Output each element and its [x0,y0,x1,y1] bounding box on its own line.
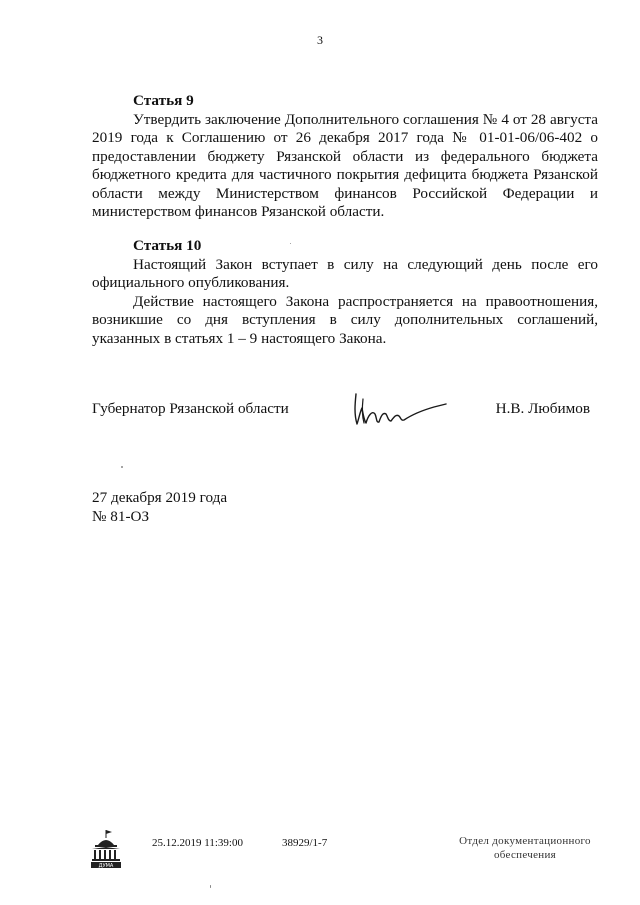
footer-timestamp: 25.12.2019 11:39:00 [152,837,243,849]
article-9-title: Статья 9 [133,92,194,109]
department-stamp-line-2: обеспечения [493,849,557,861]
signature-block [92,393,598,433]
article-10-title: Статья 10 [133,237,202,254]
department-stamp [450,834,600,862]
article-9-paragraph: Утвердить заключение Дополнительного соглашения № 4 от 28 августа 2019 года к Соглашению от 26 декабря 2017 года № 01-01-06/06-402 о предоставлении бюджету Рязанской области из федерального бюджета бюджетного кредита для частичного покрытия дефицита бюджета Рязанской области между Министерством финансов Российской Федерации и министерством финансов Рязанской области. [92,110,598,220]
department-stamp-line-1: Отдел документационного [459,835,591,847]
svg-text:ДУМА: ДУМА [98,863,114,869]
scan-speck [290,243,291,244]
scan-speck [210,885,211,888]
page-number: 3 [317,33,323,47]
governor-position: Губернатор Рязанской области [92,400,289,417]
article-10-paragraph-1: Настоящий Закон вступает в силу на следующий день после его официального опубликования. [92,255,598,291]
article-9 [92,92,598,222]
law-date-block [92,488,227,526]
article-10-paragraph-2: Действие настоящего Закона распространяется на правоотношения, возникшие со дня вступления в силу дополнительных соглашений, указанных в статьях 1 – 9 настоящего Закона. [92,292,598,347]
law-date: 27 декабря 2019 года [92,489,228,506]
handwritten-signature [350,390,450,430]
article-10 [92,237,598,348]
footer [0,825,640,875]
governor-name: Н.В. Любимов [495,400,590,417]
scan-speck [121,466,123,468]
duma-logo-icon [89,829,123,869]
footer-document-number: 38929/1-7 [282,837,328,849]
law-number: № 81-ОЗ [92,508,150,525]
